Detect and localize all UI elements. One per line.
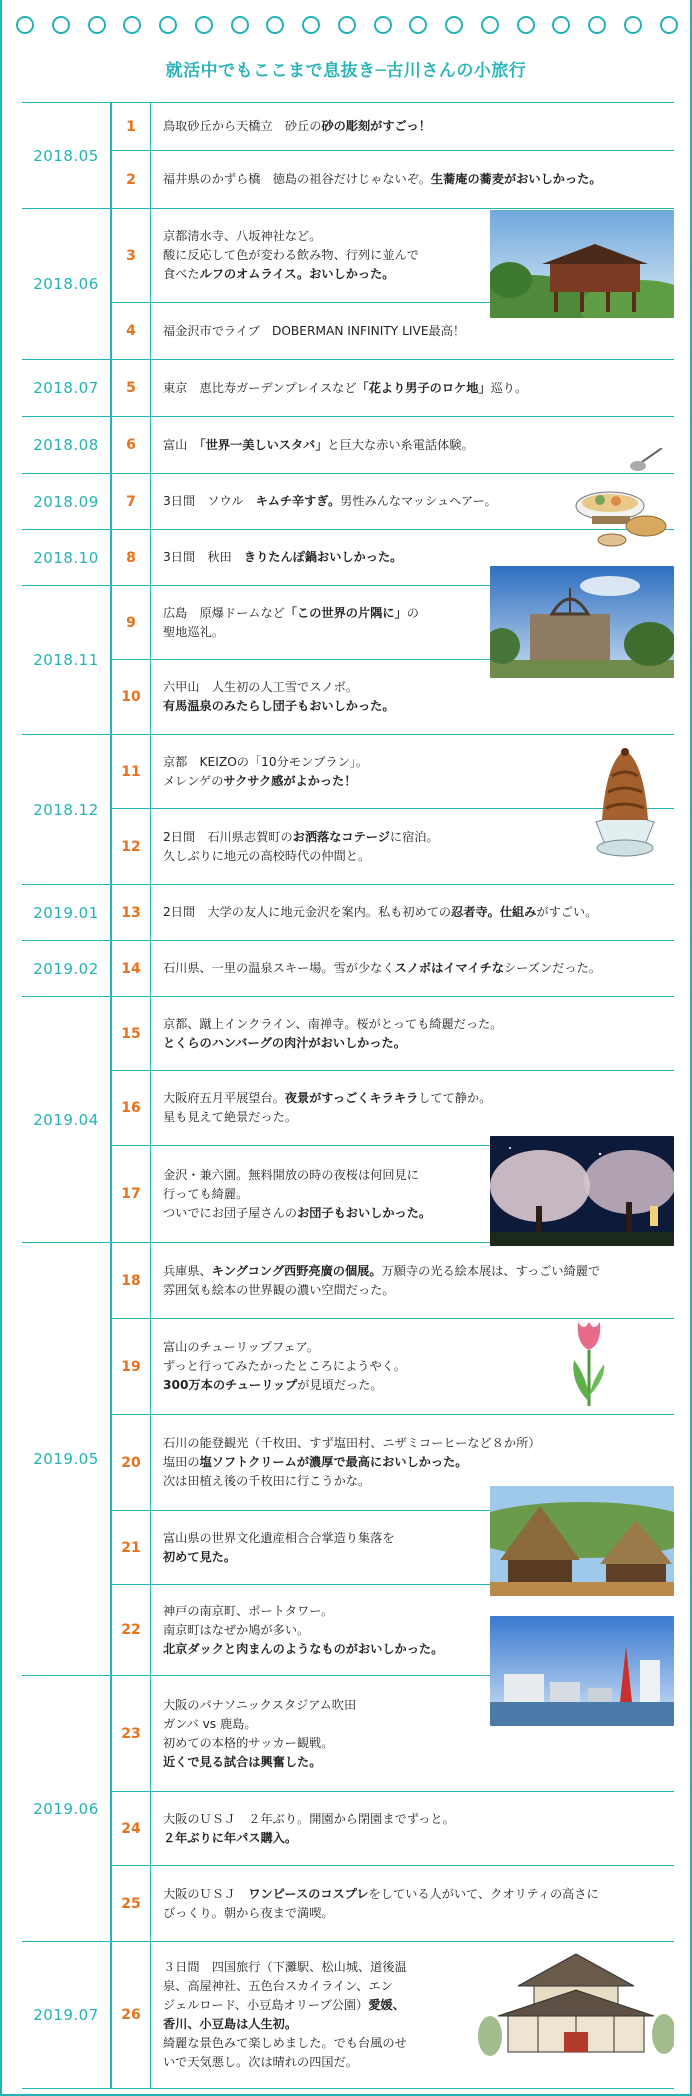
month-date: 2018.10 <box>22 530 112 585</box>
entry-number: 7 <box>112 474 151 529</box>
entry-text: 3日間 ソウル キムチ辛すぎ。男性みんなマッシュヘアー。 <box>163 494 497 508</box>
entry-number: 11 <box>112 735 151 808</box>
month-entries <box>112 885 674 940</box>
month-date: 2019.05 <box>22 1243 112 1675</box>
decorative-hole <box>624 16 642 34</box>
month-entries <box>112 103 674 208</box>
entry-text: 大阪のＵＳＪ ２年ぶり。開園から閉園までずっと。 ２年ぶりに年パス購入。 <box>163 1811 455 1845</box>
dogo-onsen-illustration <box>478 1946 674 2066</box>
month-date: 2019.02 <box>22 941 112 996</box>
trip-entry <box>112 997 674 1071</box>
month-date: 2018.11 <box>22 586 112 734</box>
entry-number: 16 <box>112 1071 151 1145</box>
month-group <box>22 885 674 941</box>
nabe-illustration <box>572 448 672 552</box>
decorative-hole <box>195 16 213 34</box>
trip-entry <box>112 941 674 996</box>
decorative-hole <box>52 16 70 34</box>
entry-number: 10 <box>112 660 151 734</box>
entry-number: 22 <box>112 1585 151 1675</box>
entry-number: 2 <box>112 151 151 208</box>
entry-number: 19 <box>112 1319 151 1414</box>
kenrokuen-night-photo <box>490 1136 674 1246</box>
entry-text: 東京 恵比寿ガーデンプレイスなど「花より男子のロケ地」巡り。 <box>163 380 528 395</box>
month-entries <box>112 1243 674 1675</box>
trip-entry <box>112 103 674 151</box>
entry-number: 8 <box>112 530 151 585</box>
entry-number: 13 <box>112 885 151 940</box>
entry-number: 3 <box>112 209 151 302</box>
entry-text: 広島 原爆ドームなど「この世界の片隅に」の 聖地巡礼。 <box>163 605 419 639</box>
decorative-hole <box>159 16 177 34</box>
entry-text: 福井県のかずら橋 徳島の祖谷だけじゃないぞ。生蕎庵の蕎麦がおいしかった。 <box>163 172 602 186</box>
entry-number: 1 <box>112 103 151 150</box>
entry-text: 京都、蹴上インクライン、南禅寺。桜がとっても綺麗だった。 とくらのハンバーグの肉汁がおいしかった。 <box>163 1016 503 1050</box>
trip-entry <box>112 1792 674 1866</box>
entry-number: 21 <box>112 1511 151 1584</box>
decorative-hole <box>552 16 570 34</box>
decorative-holes <box>16 16 678 38</box>
decorative-hole <box>481 16 499 34</box>
decorative-hole <box>409 16 427 34</box>
trip-entry <box>112 885 674 940</box>
entry-text: 富山 「世界一美しいスタバ」と巨大な赤い糸電話体験。 <box>163 437 474 452</box>
month-date: 2019.04 <box>22 997 112 1242</box>
month-date: 2019.07 <box>22 1942 112 2088</box>
entry-text: 京都 KEIZOの「10分モンブラン」。 メレンゲのサクサク感がよかった！ <box>163 754 369 788</box>
entry-text: 石川県、一里の温泉スキー場。雪が少なくスノボはイマイチなシーズンだった。 <box>163 961 601 975</box>
month-date: 2019.01 <box>22 885 112 940</box>
entry-text: 兵庫県、キングコング西野亮廣の個展。万願寺の光る絵本展は、すっごい綺麗で 雰囲気も絵本の世界観の濃い空間だった。 <box>163 1263 601 1297</box>
decorative-hole <box>338 16 356 34</box>
trip-entry <box>112 151 674 208</box>
trip-entry <box>112 1071 674 1146</box>
month-date: 2018.05 <box>22 103 112 208</box>
page-title: 就活中でもここまで息抜き─古川さんの小旅行 <box>165 61 527 81</box>
entry-text: ３日間 四国旅行（下灘駅、松山城、道後温 泉、高屋神社、五色台スカイライン、エン ジェルロード、小豆島オリーブ公園）愛媛、 香川、小豆島は人生初。 綺麗な景色みて楽しめました。でも台風のせ いで天気悪し。次は晴れの四国だ。 <box>163 1960 407 2069</box>
decorative-hole <box>266 16 284 34</box>
entry-number: 20 <box>112 1415 151 1510</box>
month-group <box>22 103 674 209</box>
kiyomizu-temple-photo <box>490 210 674 318</box>
entry-text: 3日間 秋田 きりたんぽ鍋おいしかった。 <box>163 550 403 564</box>
month-group <box>22 1243 674 1676</box>
entry-text: 京都清水寺、八坂神社など。 酸に反応して色が変わる飲み物、行列に並んで 食べたルフのオムライス。おいしかった。 <box>163 229 419 281</box>
entry-text: 石川の能登観光（千枚田、すず塩田村、ニザミコーヒーなど８か所） 塩田の塩ソフトクリームが濃厚で最高においしかった。 次は田植え後の千枚田に行こうかな。 <box>163 1436 541 1488</box>
month-group <box>22 360 674 417</box>
entry-number: 6 <box>112 417 151 473</box>
decorative-hole <box>302 16 320 34</box>
entry-text: 大阪のパナソニックスタジアム吹田 ガンバ vs 鹿島。 初めての本格的サッカー観戦。 近くで見る試合は興奮した。 <box>163 1697 357 1769</box>
entry-text: 六甲山 人生初の人工雪でスノボ。 有馬温泉のみたらし団子もおいしかった。 <box>163 680 395 713</box>
decorative-hole <box>517 16 535 34</box>
entry-number: 26 <box>112 1942 151 2088</box>
entry-number: 18 <box>112 1243 151 1318</box>
mont-blanc-illustration <box>576 742 674 862</box>
entry-text: 2日間 石川県志賀町のお洒落なコテージに宿泊。 久しぶりに地元の高校時代の仲間と。 <box>163 829 439 863</box>
entry-number: 9 <box>112 586 151 659</box>
tulip-illustration <box>564 1316 614 1408</box>
month-date: 2018.12 <box>22 735 112 884</box>
entry-text: 福金沢市でライブ DOBERMAN INFINITY LIVE最高！ <box>163 323 466 338</box>
decorative-hole <box>660 16 678 34</box>
decorative-hole <box>231 16 249 34</box>
entry-number: 17 <box>112 1146 151 1242</box>
entry-number: 4 <box>112 303 151 359</box>
entry-text: 大阪府五月平展望台。夜景がすっごくキラキラしてて静か。 星も見えて絶景だった。 <box>163 1091 492 1124</box>
trip-entry <box>112 1866 674 1941</box>
entry-number: 14 <box>112 941 151 996</box>
entry-number: 25 <box>112 1866 151 1941</box>
entry-text: 富山県の世界文化遺産相合合掌造り集落を 初めて見た。 <box>163 1530 395 1564</box>
month-date: 2018.08 <box>22 417 112 473</box>
entry-number: 23 <box>112 1676 151 1791</box>
entry-text: 神戸の南京町、ポートタワー。 南京町はなぜか鳩が多い。 北京ダックと肉まんのようなものがおいしかった。 <box>163 1603 444 1656</box>
month-date: 2018.09 <box>22 474 112 529</box>
entry-text: 大阪のＵＳＪ ワンピースのコスプレをしている人がいて、クオリティの高さに びっくり。朝から夜まで満喫。 <box>163 1886 599 1920</box>
decorative-hole <box>123 16 141 34</box>
decorative-hole <box>374 16 392 34</box>
trip-entry <box>112 360 674 416</box>
month-group <box>22 941 674 997</box>
month-date: 2018.06 <box>22 209 112 359</box>
gassho-village-photo <box>490 1486 674 1596</box>
kobe-port-photo <box>490 1616 674 1726</box>
entry-text: 富山のチューリップフェア。 ずっと行ってみたかったところにようやく。 300万本のチューリップが見頃だった。 <box>163 1340 406 1392</box>
month-entries <box>112 360 674 416</box>
entry-text: 金沢・兼六園。無料開放の時の夜桜は何回見に 行っても綺麗。 ついでにお団子屋さんのお団子もおいしかった。 <box>163 1167 432 1220</box>
entry-number: 24 <box>112 1792 151 1865</box>
trip-entry <box>112 1243 674 1319</box>
entry-number: 12 <box>112 809 151 884</box>
atomic-bomb-dome-photo <box>490 566 674 678</box>
entry-text: 2日間 大学の友人に地元金沢を案内。私も初めての忍者寺。仕組みがすごい。 <box>163 905 598 919</box>
timeline-table <box>22 102 674 2089</box>
decorative-hole <box>445 16 463 34</box>
decorative-hole <box>588 16 606 34</box>
entry-number: 15 <box>112 997 151 1070</box>
entry-number: 5 <box>112 360 151 416</box>
month-entries <box>112 941 674 996</box>
month-date: 2018.07 <box>22 360 112 416</box>
decorative-hole <box>88 16 106 34</box>
month-date: 2019.06 <box>22 1676 112 1941</box>
entry-text: 鳥取砂丘から天橋立 砂丘の砂の彫刻がすごっ！ <box>163 119 431 133</box>
decorative-hole <box>16 16 34 34</box>
